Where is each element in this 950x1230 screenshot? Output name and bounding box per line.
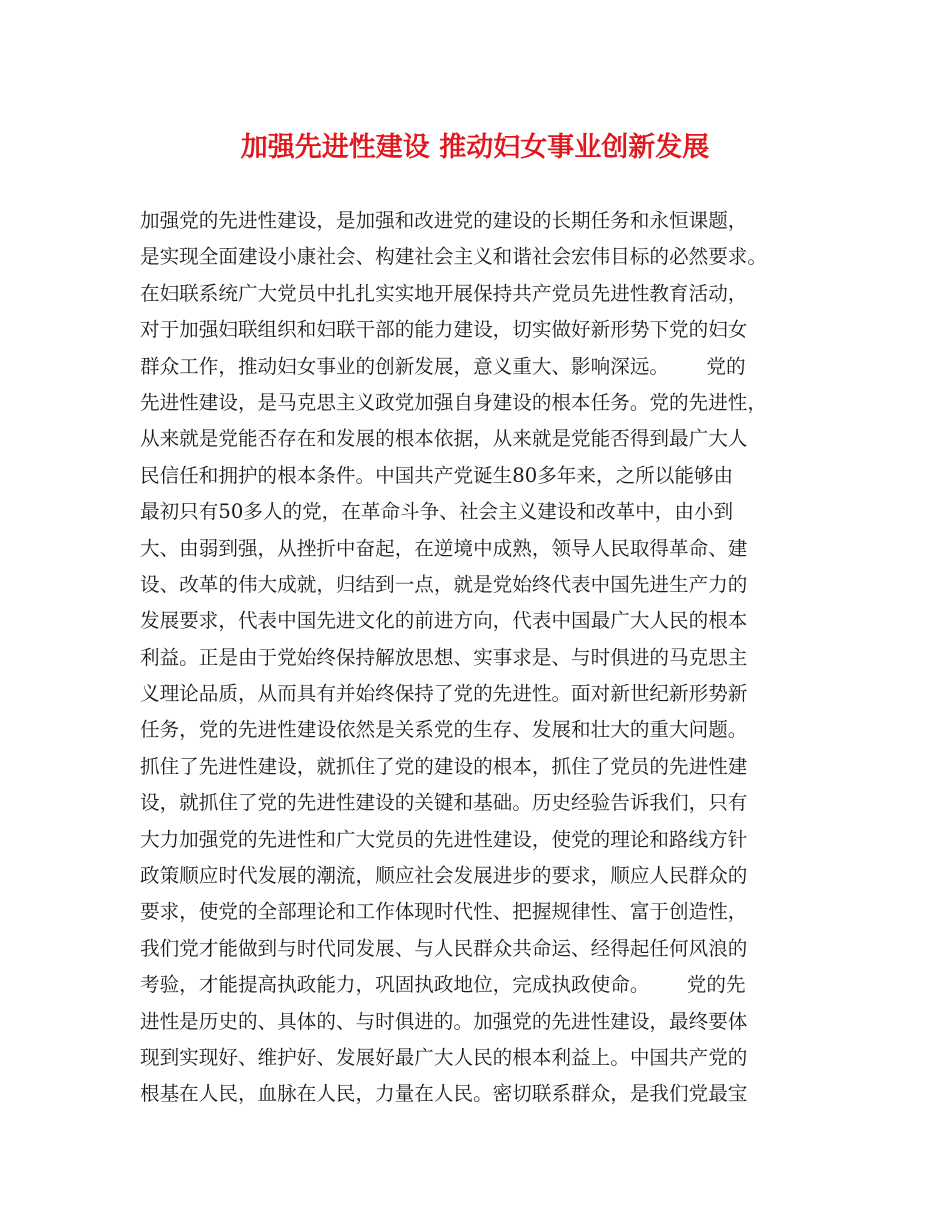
body-line: 抓住了先进性建设，就抓住了党的建设的根本，抓住了党员的先进性建 [140,754,748,778]
body-line: 从来就是党能否存在和发展的根本依据，从来就是党能否得到最广大人 [140,427,748,451]
body-line: 要求，使党的全部理论和工作体现时代性、把握规律性、富于创造性， [140,900,748,924]
body-line: 对于加强妇联组织和妇联干部的能力建设，切实做好新形势下党的妇女 [140,318,748,342]
body-line: 先进性建设，是马克思主义政党加强自身建设的根本任务。党的先进性， [140,390,767,414]
body-line: 设、改革的伟大成就，归结到一点，就是党始终代表中国先进生产力的 [140,572,748,596]
document-title: 加强先进性建设 推动妇女事业创新发展 [240,132,710,163]
body-line: 是实现全面建设小康社会、构建社会主义和谐社会宏伟目标的必然要求。 [140,245,767,269]
body-line: 大、由弱到强，从挫折中奋起，在逆境中成熟，领导人民取得革命、建 [140,536,748,560]
body-line: 在妇联系统广大党员中扎扎实实地开展保持共产党员先进性教育活动， [140,281,748,305]
body-line: 利益。正是由于党始终保持解放思想、实事求是、与时俱进的马克思主 [140,645,748,669]
body-line: 设，就抓住了党的先进性建设的关键和基础。历史经验告诉我们，只有 [140,791,748,815]
body-line: 根基在人民，血脉在人民，力量在人民。密切联系群众，是我们党最宝 [140,1082,748,1106]
body-line: 我们党才能做到与时代同发展、与人民群众共命运、经得起任何风浪的 [140,936,748,960]
body-line: 进性是历史的、具体的、与时俱进的。加强党的先进性建设，最终要体 [140,1009,748,1033]
body-line: 大力加强党的先进性和广大党员的先进性建设，使党的理论和路线方针 [140,827,748,851]
body-line: 发展要求，代表中国先进文化的前进方向，代表中国最广大人民的根本 [140,609,748,633]
body-line: 群众工作，推动妇女事业的创新发展，意义重大、影响深远。 党的 [140,354,746,378]
body-line: 加强党的先进性建设，是加强和改进党的建设的长期任务和永恒课题， [140,209,748,232]
document-body [140,203,830,1113]
body-line: 考验，才能提高执政能力，巩固执政地位，完成执政使命。 党的先 [140,973,746,997]
body-line: 政策顺应时代发展的潮流，顺应社会发展进步的要求，顺应人民群众的 [140,864,748,888]
body-line: 现到实现好、维护好、发展好最广大人民的根本利益上。中国共产党的 [140,1045,748,1069]
body-line: 任务，党的先进性建设依然是关系党的生存、发展和壮大的重大问题。 [140,718,748,742]
body-line: 最初只有50多人的党，在革命斗争、社会主义建设和改革中，由小到 [140,500,734,524]
body-line: 民信任和拥护的根本条件。中国共产党诞生80多年来，之所以能够由 [140,463,734,487]
body-line: 义理论品质，从而具有并始终保持了党的先进性。面对新世纪新形势新 [140,682,748,706]
